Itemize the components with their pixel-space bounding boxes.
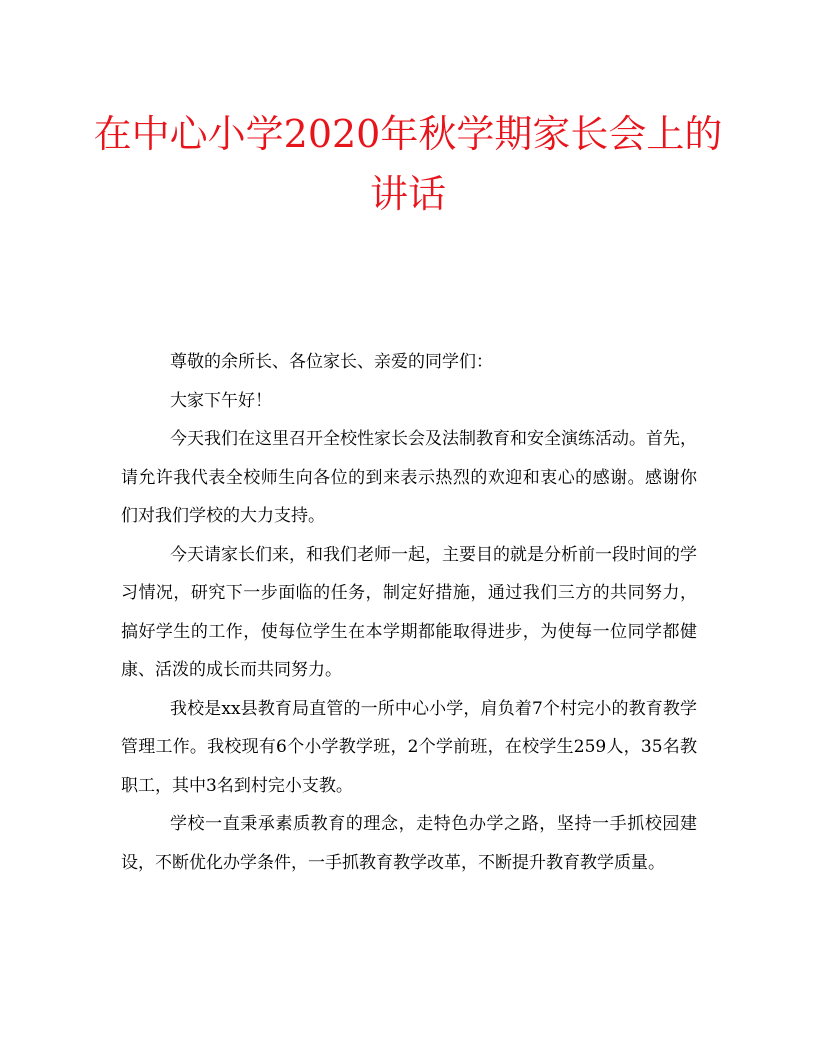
paragraph-school-intro: 我校是xx县教育局直管的一所中心小学，肩负着7个村完小的教育教学管理工作。我校现有6个小学教学班，2个学前班，在校学生259人，35名教职工，其中3名到村完小支教。 [121, 698, 697, 796]
document-title: 在中心小学2020年秋学期家长会上的讲话 [93, 112, 723, 216]
paragraph-purpose: 今天请家长们来，和我们老师一起，主要目的就是分析前一段时间的学习情况，研究下一步面临的任务，制定好措施，通过我们三方的共同努力，搞好学生的工作，使每位学生在本学期都能取得进步，为使每一位同学都健康、活泼的成长而共同努力。 [121, 544, 697, 680]
document-body [121, 343, 697, 882]
paragraph-philosophy: 学校一直秉承素质教育的理念，走特色办学之路，坚持一手抓校园建设，不断优化办学条件，一手抓教育教学改革，不断提升教育教学质量。 [121, 814, 697, 873]
salutation: 尊敬的余所长、各位家长、亲爱的同学们： [169, 352, 493, 372]
greeting: 大家下午好！ [169, 390, 272, 411]
paragraph-welcome: 今天我们在这里召开全校性家长会及法制教育和安全演练活动。首先，请允许我代表全校师生向各位的到来表示热烈的欢迎和衷心的感谢。感谢你们对我们学校的大力支持。 [121, 429, 697, 526]
